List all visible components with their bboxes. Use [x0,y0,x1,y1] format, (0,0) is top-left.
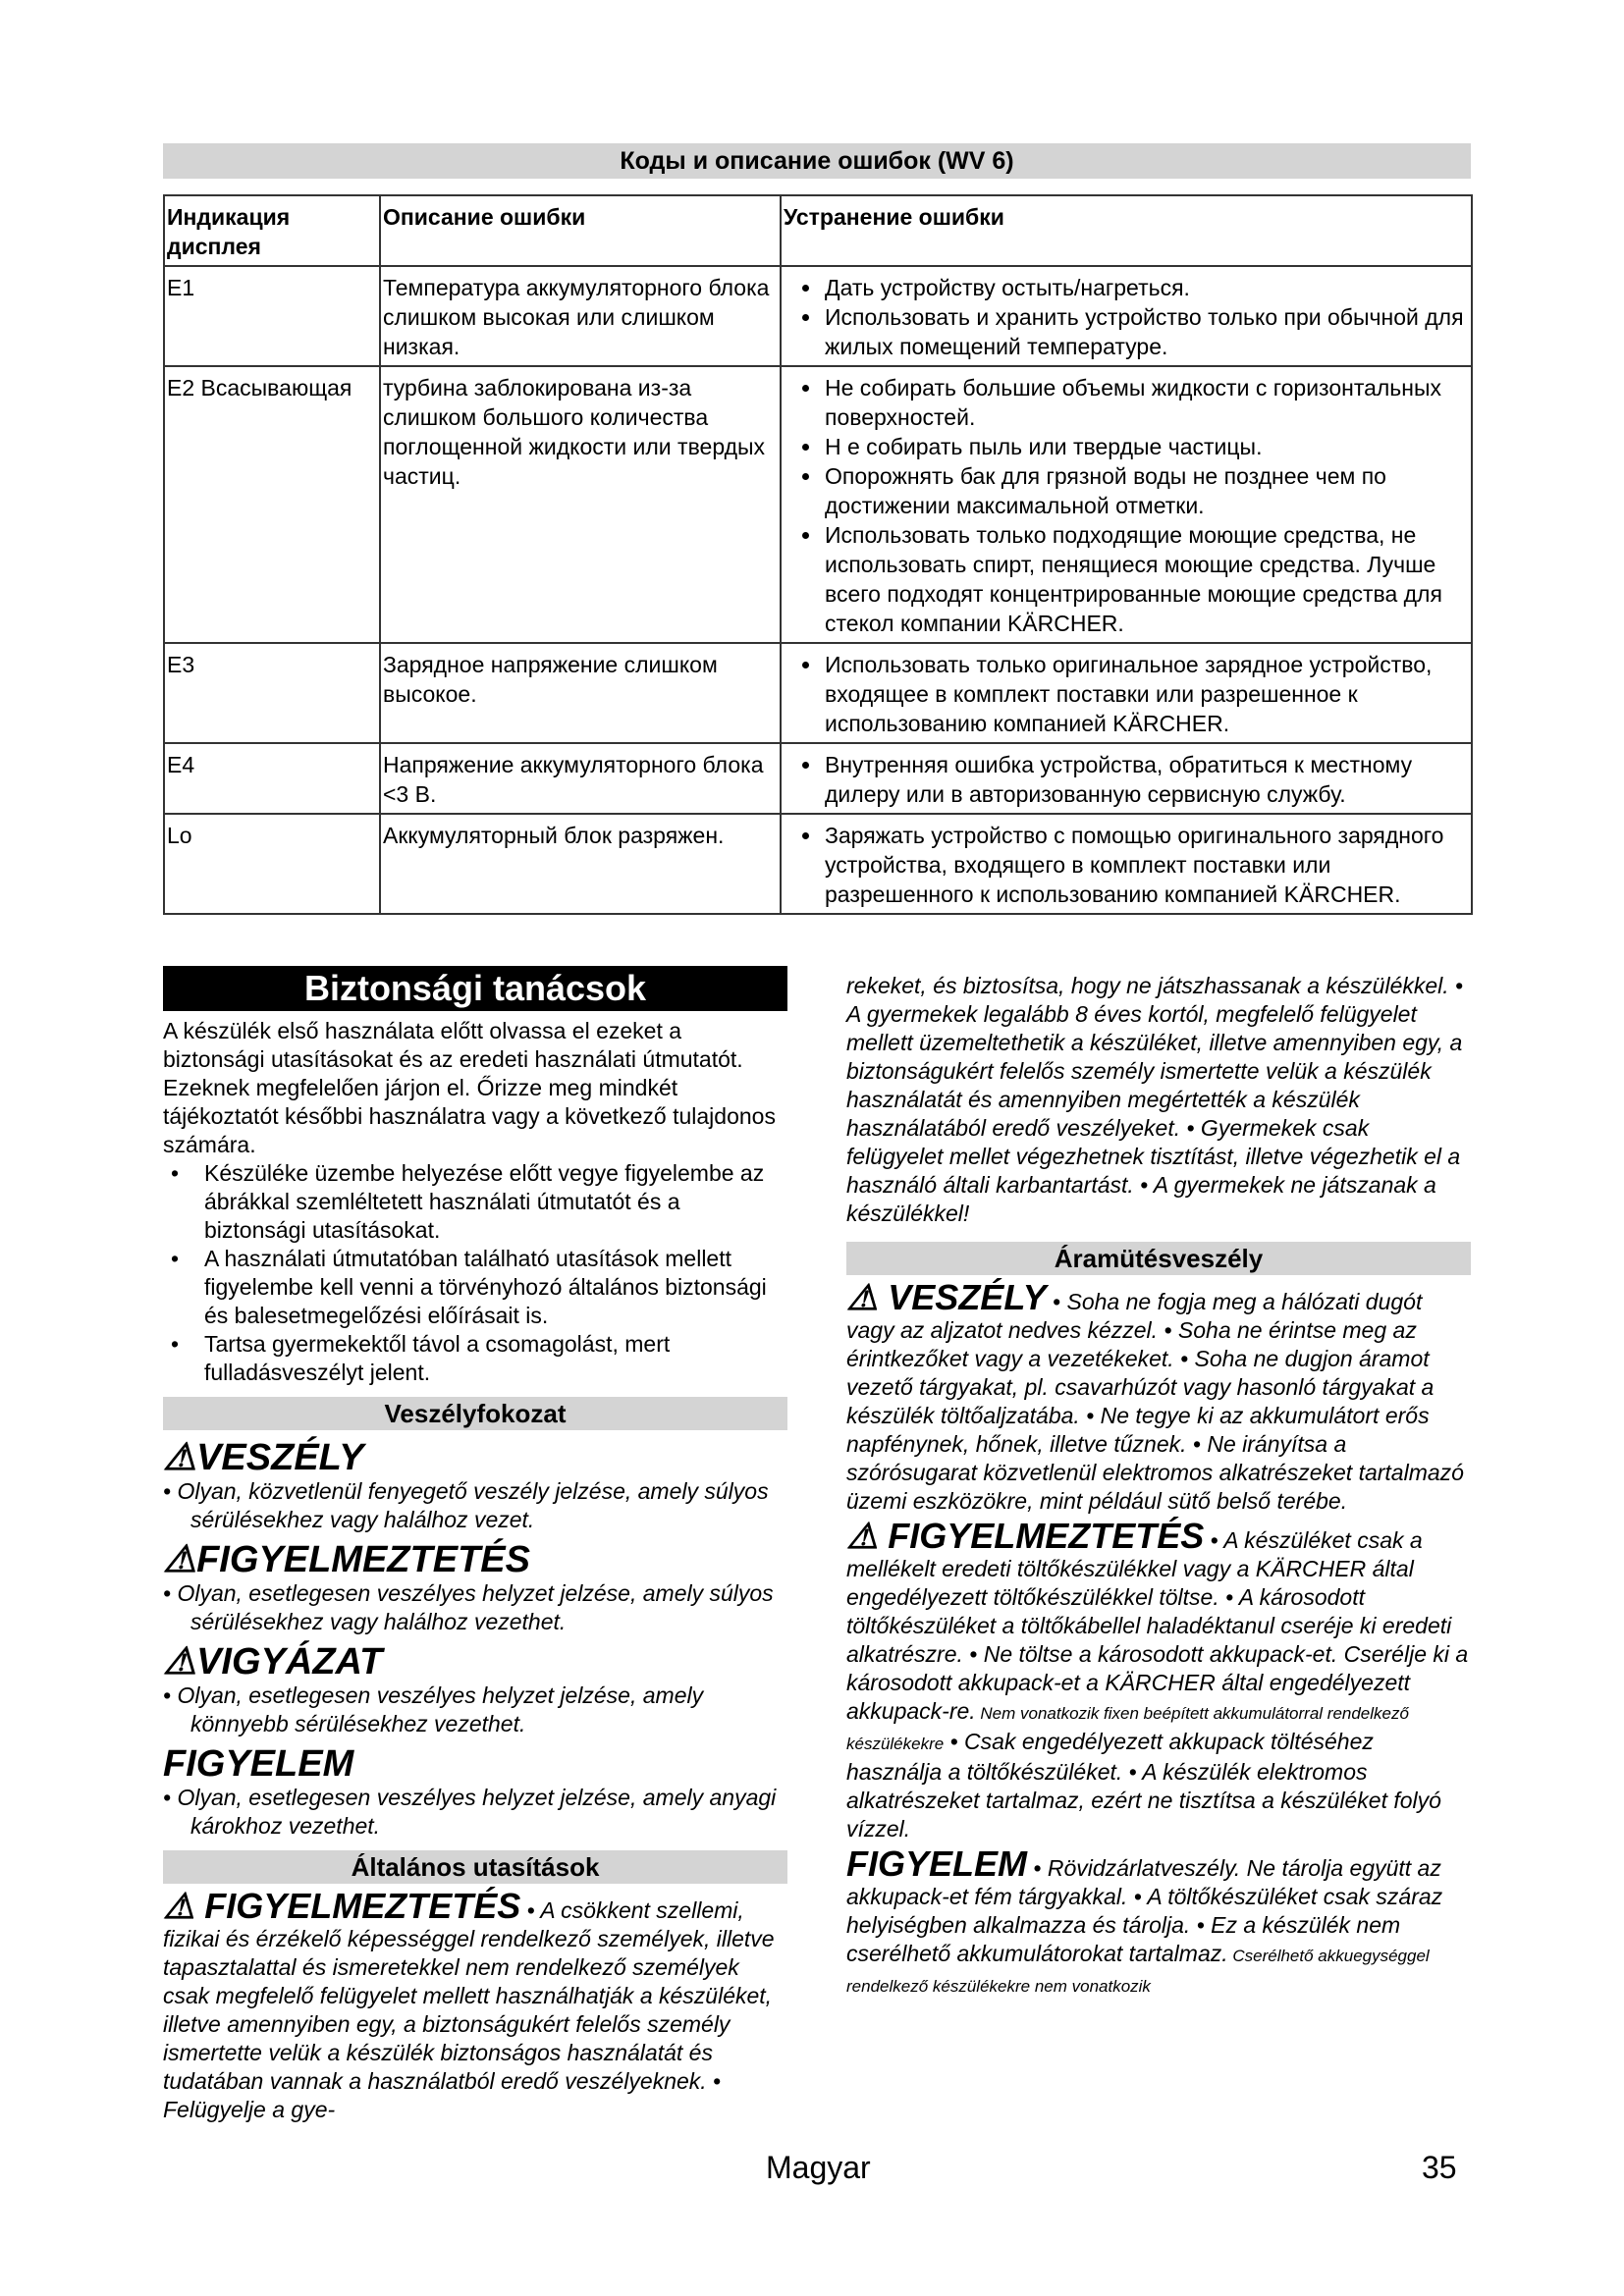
danger-levels-title: Veszélyfokozat [163,1397,787,1430]
warning-triangle-icon: ⚠ [163,1886,205,1926]
safety-section-title: Biztonsági tanácsok [163,966,787,1011]
table-title: Коды и описание ошибок (WV 6) [163,143,1471,179]
error-code: Lo [164,814,380,914]
footer-language: Magyar [766,2150,871,2185]
list-item: • Készüléke üzembe helyezése előtt vegye figyelembe az ábrákkal szemléltetett használati útmutatót és a biztonsági utasításokat. [163,1159,787,1245]
warning-triangle-icon: ⚠ [163,1539,197,1580]
warning-triangle-icon: ⚠ [163,1641,197,1682]
general-instructions-title: Általános utasítások [163,1850,787,1884]
warning-triangle-icon: ⚠ [846,1277,889,1317]
fix-item: • Опорожнять бак для грязной воды не позднее чем по достижении максимальной отметки. [823,461,1467,520]
continued-text: rekeket, és biztosítsa, hogy ne játszhassanak a készülékkel. • A gyermekek legalább 8 éves kortól, megfelelő felügyelet mellett üzemeltethetik a készüléket, illetve amennyiben egy, a biztonságukért felelős személy ismertette velük a készülék használatát és amennyiben megértették a készülék használatából eredő veszélyeket. • Gyermekek csak felügyelet mellet végezhetnek tisztítást, illetve végezhetik el a használó általi karbantartást. • A gyermekek ne játszanak a készülékkel! [846,973,1464,1226]
table-header-row [164,195,1472,266]
short-circuit-notice-text: FIGYELEM • Rövidzárlatveszély. Ne tárolja együtt az akkupack-et fém tárgyakkal. • A töltőkészüléket csak száraz helyiségben alkalmazza és tárolja. • Ez a készülék nem cserélhető akkumulátorokat tartalmaz. Cserélhető akkuegységgel rendelkező készülékekre nem vonatkozik [846,1843,1443,1996]
table-row [164,366,1472,643]
charger-warning-text: ⚠ FIGYELMEZTETÉS • A készüléket csak a mellékelt eredeti töltőkészülékkel vagy a KÄRCHER által engedélyezett töltőkészülékkel töltse. • A károsodott töltőkészüléket a töltőkábellel haladéktanul cseréje ki eredeti alkatrészre. • Ne töltse a károsodott akkupack-et. Cserélje ki a károsodott akkupack-et a KÄRCHER által engedélyezett akkupack-re. Nem vonatkozik fixen beépített akkumulátorral rendelkező készülékekre • Csak engedélyezett akkupack töltéséhez használja a töltőkészüléket. • A készülék elektromos alkatrészeket tartalmaz, ezért ne tisztítsa a készüléket folyó vízzel. [846,1516,1469,1842]
error-description: Напряжение аккумуляторного блока <3 В. [380,743,781,814]
electric-shock-title: Áramütésveszély [846,1242,1471,1275]
error-description: турбина заблокирована из-за слишком большого количества поглощенной жидкости или твердых частиц. [380,366,781,643]
signal-desc: • Olyan, esetlegesen veszélyes helyzet jelzése, amely könnyebb sérülésekhez vezethet. [163,1682,704,1736]
general-warning-text: ⚠ FIGYELMEZTETÉS • A csökkent szellemi, fizikai és érzékelő képességgel rendelkező személyek, illetve tapasztalattal és ismeretekkel nem rendelkező személyek csak megfelelő felügyelet mellett használhatják a készüléket, illetve amennyiben egy, a biztonságukért felelős személy ismertette velük a készülék biztonságos használatát és tudatában vannak a használatból eredő veszélyeknek. • Felügyelje a gye- [163,1886,775,2122]
fix-item: • Заряжать устройство с помощью оригинального зарядного устройства, входящего в комплект поставки или разрешенного к использованию компанией KÄRCHER. [823,821,1467,909]
shock-danger-text: ⚠ VESZÉLY • Soha ne fogja meg a hálózati dugót vagy az aljzatot nedves kézzel. • Soha ne érintse meg az érintkezőket vagy a vezetékeket. • Soha ne dugjon áramot vezető tárgyakat, pl. csavarhúzót vagy hasonló tárgyakat a készülék töltőaljzatába. • Ne tegye ki az akkumulátort erős napfénynek, hőnek, illetve tűznek. • Ne irányítsa a szórósugarat közvetlenül elektromos alkatrészeket tartalmazó üzemi eszközökre, mint például sütő belső terébe. [846,1277,1464,1514]
fix-item: • Не собирать большие объемы жидкости с горизонтальных поверхностей. [823,373,1467,432]
error-fixes [781,743,1472,814]
signal-desc: • Olyan, közvetlenül fenyegető veszély jelzése, amely súlyos sérülésekhez vagy halálhoz vezet. [163,1478,769,1532]
fix-item: • Использовать и хранить устройство только при обычной для жилых помещений температуре. [823,302,1467,361]
signal-desc: • Olyan, esetlegesen veszélyes helyzet jelzése, amely anyagi károkhoz vezethet. [163,1785,777,1839]
page-number: 35 [1422,2150,1457,2185]
signal-word-caution: ⚠VIGYÁZAT [163,1641,383,1682]
safety-bullets [163,1159,787,1387]
error-description: Температура аккумуляторного блока слишком высокая или слишком низкая. [380,266,781,366]
error-codes-table [163,194,1473,915]
warning-triangle-icon: ⚠ [846,1516,889,1556]
safety-intro: A készülék első használata előtt olvassa el ezeket a biztonsági utasításokat és az eredeti használati útmutatót. Ezeknek megfelelően járjon el. Őrizze meg mindkét tájékoztatót későbbi használatra vagy a következő tulajdonos számára. [163,1018,776,1157]
left-column [163,966,787,2124]
signal-word-warning: ⚠FIGYELMEZTETÉS [163,1539,530,1580]
fix-item: • Н е собирать пыль или твердые частицы. [823,432,1467,461]
error-description: Зарядное напряжение слишком высокое. [380,643,781,743]
error-description: Аккумуляторный блок разряжен. [380,814,781,914]
fix-item: • Использовать только подходящие моющие средства, не использовать спирт, пенящиеся моющие средства. Лучше всего подходят концентрированные моющие средства для стекол компании KÄRCHER. [823,520,1467,638]
right-column [846,972,1471,2001]
error-fixes [781,366,1472,643]
fix-item: • Использовать только оригинальное зарядное устройство, входящее в комплект поставки или разрешенное к использованию компанией KÄRCHER. [823,650,1467,738]
header-fix: Устранение ошибки [781,195,1472,266]
error-code: E2 Всасывающая [164,366,380,643]
signal-desc: • Olyan, esetlegesen veszélyes helyzet jelzése, amely súlyos sérülésekhez vagy halálhoz vezethet. [163,1580,774,1634]
signal-word-danger: ⚠VESZÉLY [163,1437,364,1478]
fix-item: • Дать устройству остыть/нагреться. [823,273,1467,302]
signal-word-notice: FIGYELEM [163,1743,354,1785]
error-code: E3 [164,643,380,743]
error-fixes [781,266,1472,366]
error-fixes [781,814,1472,914]
error-fixes [781,643,1472,743]
list-item: • Tartsa gyermekektől távol a csomagolást, mert fulladásveszélyt jelent. [163,1330,787,1387]
header-description: Описание ошибки [380,195,781,266]
table-row [164,643,1472,743]
warning-triangle-icon: ⚠ [163,1437,197,1478]
error-code: E4 [164,743,380,814]
header-indication: Индикация дисплея [164,195,380,266]
table-row [164,266,1472,366]
list-item: • A használati útmutatóban található utasítások mellett figyelembe kell venni a törvényhozó általános biztonsági és balesetmegelőzési előírásait is. [163,1245,787,1330]
error-code: E1 [164,266,380,366]
table-row [164,743,1472,814]
fix-item: • Внутренняя ошибка устройства, обратиться к местному дилеру или в авторизованную сервисную службу. [823,750,1467,809]
table-row [164,814,1472,914]
